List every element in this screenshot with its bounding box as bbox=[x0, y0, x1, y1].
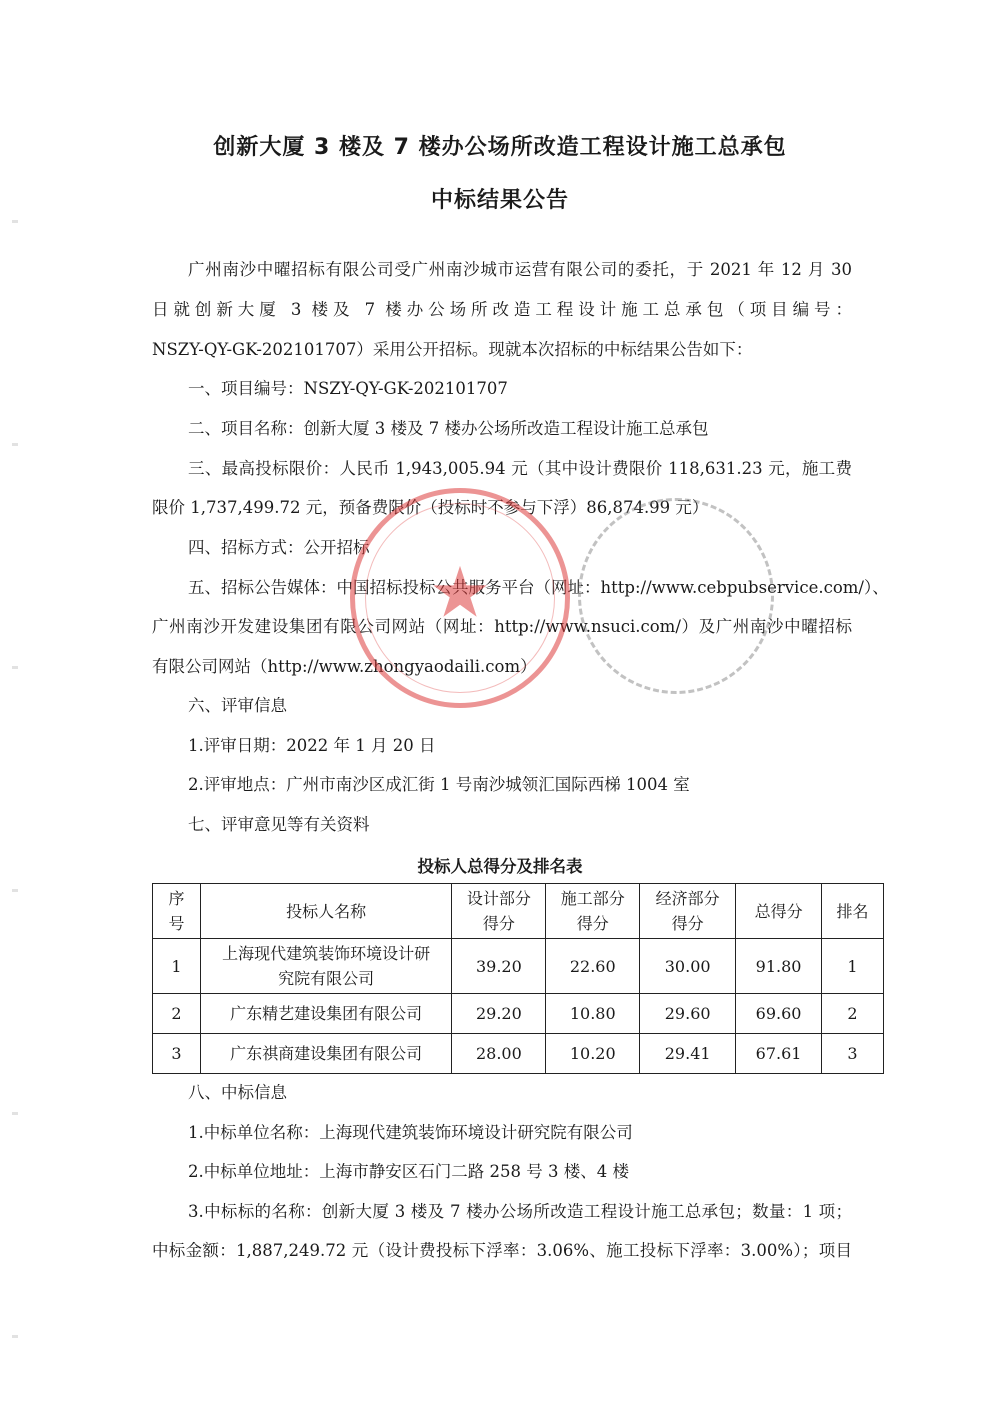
header-seq: 序 号 bbox=[153, 884, 201, 939]
cell-construction-score: 10.20 bbox=[546, 1034, 640, 1074]
cell-total-score: 67.61 bbox=[736, 1034, 822, 1074]
header-economic-score: 经济部分 得分 bbox=[640, 884, 736, 939]
table-header-row bbox=[153, 884, 884, 939]
cell-seq: 2 bbox=[153, 994, 201, 1034]
section-media-line-2: 广州南沙开发建设集团有限公司网站（网址：http://www.nsuci.com/）及广州南沙中曜招标 bbox=[152, 617, 852, 636]
section-media-line-3: 有限公司网站（http://www.zhongyaodaili.com） bbox=[152, 657, 537, 676]
award-company-name: 1.中标单位名称：上海现代建筑装饰环境设计研究院有限公司 bbox=[188, 1123, 633, 1142]
intro-line-1: 广州南沙中曜招标有限公司受广州南沙城市运营有限公司的委托，于 2021 年 12 月 30 bbox=[188, 260, 852, 279]
document-title: 创新大厦 3 楼及 7 楼办公场所改造工程设计施工总承包 bbox=[213, 135, 787, 160]
cell-design-score: 28.00 bbox=[452, 1034, 546, 1074]
section-max-price-line-2: 限价 1,737,499.72 元，预备费限价（投标时不参与下浮）86,874.99 元） bbox=[152, 498, 709, 517]
cell-seq: 1 bbox=[153, 939, 201, 994]
award-subject-line-2: 中标金额：1,887,249.72 元（设计费投标下浮率：3.06%、施工投标下浮率：3.00%）；项目 bbox=[152, 1241, 852, 1260]
header-design-score: 设计部分 得分 bbox=[452, 884, 546, 939]
header-rank: 排名 bbox=[822, 884, 884, 939]
table-row bbox=[153, 994, 884, 1034]
table-row bbox=[153, 939, 884, 994]
intro-line-3: NSZY-QY-GK-202101707）采用公开招标。现就本次招标的中标结果公告如下： bbox=[152, 340, 753, 359]
intro-line-2: 日就创新大厦 3 楼及 7 楼办公场所改造工程设计施工总承包（项目编号： bbox=[152, 300, 852, 319]
score-table bbox=[152, 883, 884, 1074]
cell-design-score: 29.20 bbox=[452, 994, 546, 1034]
cell-rank: 1 bbox=[822, 939, 884, 994]
header-bidder-name: 投标人名称 bbox=[200, 884, 451, 939]
award-subject-line-1: 3.中标标的名称：创新大厦 3 楼及 7 楼办公场所改造工程设计施工总承包；数量：1 项； bbox=[188, 1202, 852, 1221]
section-project-name: 二、项目名称：创新大厦 3 楼及 7 楼办公场所改造工程设计施工总承包 bbox=[188, 419, 709, 438]
table-title: 投标人总得分及排名表 bbox=[417, 857, 583, 876]
cell-rank: 2 bbox=[822, 994, 884, 1034]
cell-construction-score: 22.60 bbox=[546, 939, 640, 994]
header-total-score: 总得分 bbox=[736, 884, 822, 939]
section-review-info: 六、评审信息 bbox=[188, 696, 287, 715]
section-review-opinions: 七、评审意见等有关资料 bbox=[188, 815, 370, 834]
cell-construction-score: 10.80 bbox=[546, 994, 640, 1034]
cell-seq: 3 bbox=[153, 1034, 201, 1074]
header-construction-score: 施工部分 得分 bbox=[546, 884, 640, 939]
cell-design-score: 39.20 bbox=[452, 939, 546, 994]
star-icon: ★ bbox=[428, 551, 492, 634]
cell-economic-score: 30.00 bbox=[640, 939, 736, 994]
review-location: 2.评审地点：广州市南沙区成汇街 1 号南沙城领汇国际西梯 1004 室 bbox=[188, 775, 690, 794]
award-company-address: 2.中标单位地址：上海市静安区石门二路 258 号 3 楼、4 楼 bbox=[188, 1162, 629, 1181]
cell-bidder-name: 广东精艺建设集团有限公司 bbox=[200, 994, 451, 1034]
cell-total-score: 91.80 bbox=[736, 939, 822, 994]
cell-economic-score: 29.41 bbox=[640, 1034, 736, 1074]
cell-economic-score: 29.60 bbox=[640, 994, 736, 1034]
table-row bbox=[153, 1034, 884, 1074]
cell-bidder-name: 广东祺商建设集团有限公司 bbox=[200, 1034, 451, 1074]
section-project-number: 一、项目编号：NSZY-QY-GK-202101707 bbox=[188, 379, 508, 398]
document-subtitle: 中标结果公告 bbox=[430, 188, 569, 213]
cell-bidder-name: 上海现代建筑装饰环境设计研 究院有限公司 bbox=[200, 939, 451, 994]
section-media-line-1: 五、招标公告媒体：中国招标投标公共服务平台（网址：http://www.cebpubservice.com/）、 bbox=[188, 578, 889, 597]
section-award-info: 八、中标信息 bbox=[188, 1083, 287, 1102]
cell-total-score: 69.60 bbox=[736, 994, 822, 1034]
section-max-price-line-1: 三、最高投标限价：人民币 1,943,005.94 元（其中设计费限价 118,631.23 元，施工费 bbox=[188, 459, 852, 478]
review-date: 1.评审日期：2022 年 1 月 20 日 bbox=[188, 736, 436, 755]
cell-rank: 3 bbox=[822, 1034, 884, 1074]
section-bidding-method: 四、招标方式：公开招标 bbox=[188, 538, 370, 557]
